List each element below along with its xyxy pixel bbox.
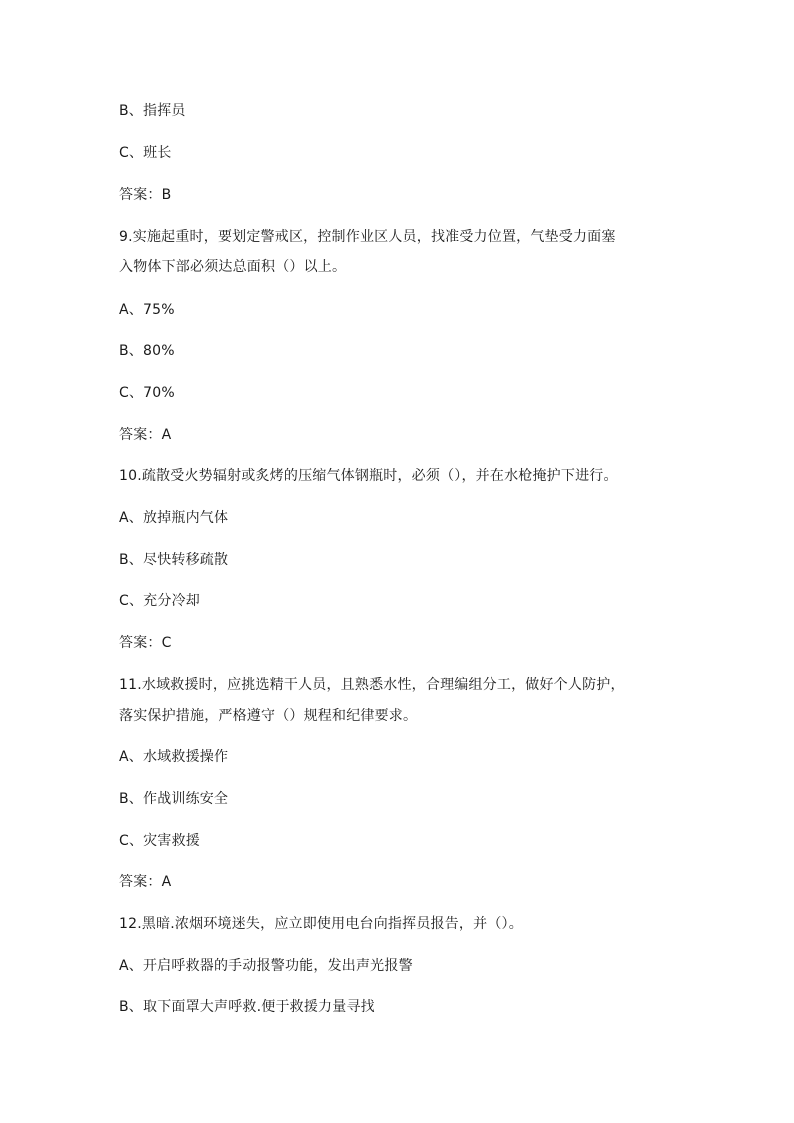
q11-stem-line2: 落实保护措施，严格遵守（）规程和纪律要求。 [119, 708, 418, 724]
q9-option-c: C、70% [119, 385, 175, 401]
q9-stem-line2: 入物体下部必须达总面积（）以上。 [119, 259, 347, 275]
q10-stem-line1: 10.疏散受火势辐射或炙烤的压缩气体钢瓶时，必须（），并在水枪掩护下进行。 [119, 468, 618, 484]
q8-option-b: B、指挥员 [119, 103, 186, 119]
q8-answer: 答案：B [119, 187, 172, 203]
q10-option-b: B、尽快转移疏散 [119, 552, 229, 568]
q12-option-b: B、取下面罩大声呼救.便于救援力量寻找 [119, 999, 375, 1015]
q9-option-a: A、75% [119, 302, 175, 318]
q9-stem-line1: 9.实施起重时，要划定警戒区，控制作业区人员，找准受力位置，气垫受力面塞 [119, 229, 616, 245]
q11-option-a: A、水域救援操作 [119, 749, 229, 765]
q12-option-a: A、开启呼救器的手动报警功能，发出声光报警 [119, 958, 413, 974]
q10-option-c: C、充分冷却 [119, 593, 200, 609]
q11-option-b: B、作战训练安全 [119, 791, 229, 807]
q10-option-a: A、放掉瓶内气体 [119, 510, 229, 526]
q11-answer: 答案：A [119, 874, 172, 890]
q11-option-c: C、灾害救援 [119, 833, 200, 849]
q11-stem-line1: 11.水域救援时，应挑选精干人员，且熟悉水性，合理编组分工，做好个人防护， [119, 677, 625, 693]
q9-option-b: B、80% [119, 343, 175, 359]
q8-option-c: C、班长 [119, 145, 172, 161]
q9-answer: 答案：A [119, 427, 172, 443]
q12-stem-line1: 12.黑暗.浓烟环境迷失，应立即使用电台向指挥员报告，并（）。 [119, 916, 523, 932]
q10-answer: 答案：C [119, 635, 172, 651]
